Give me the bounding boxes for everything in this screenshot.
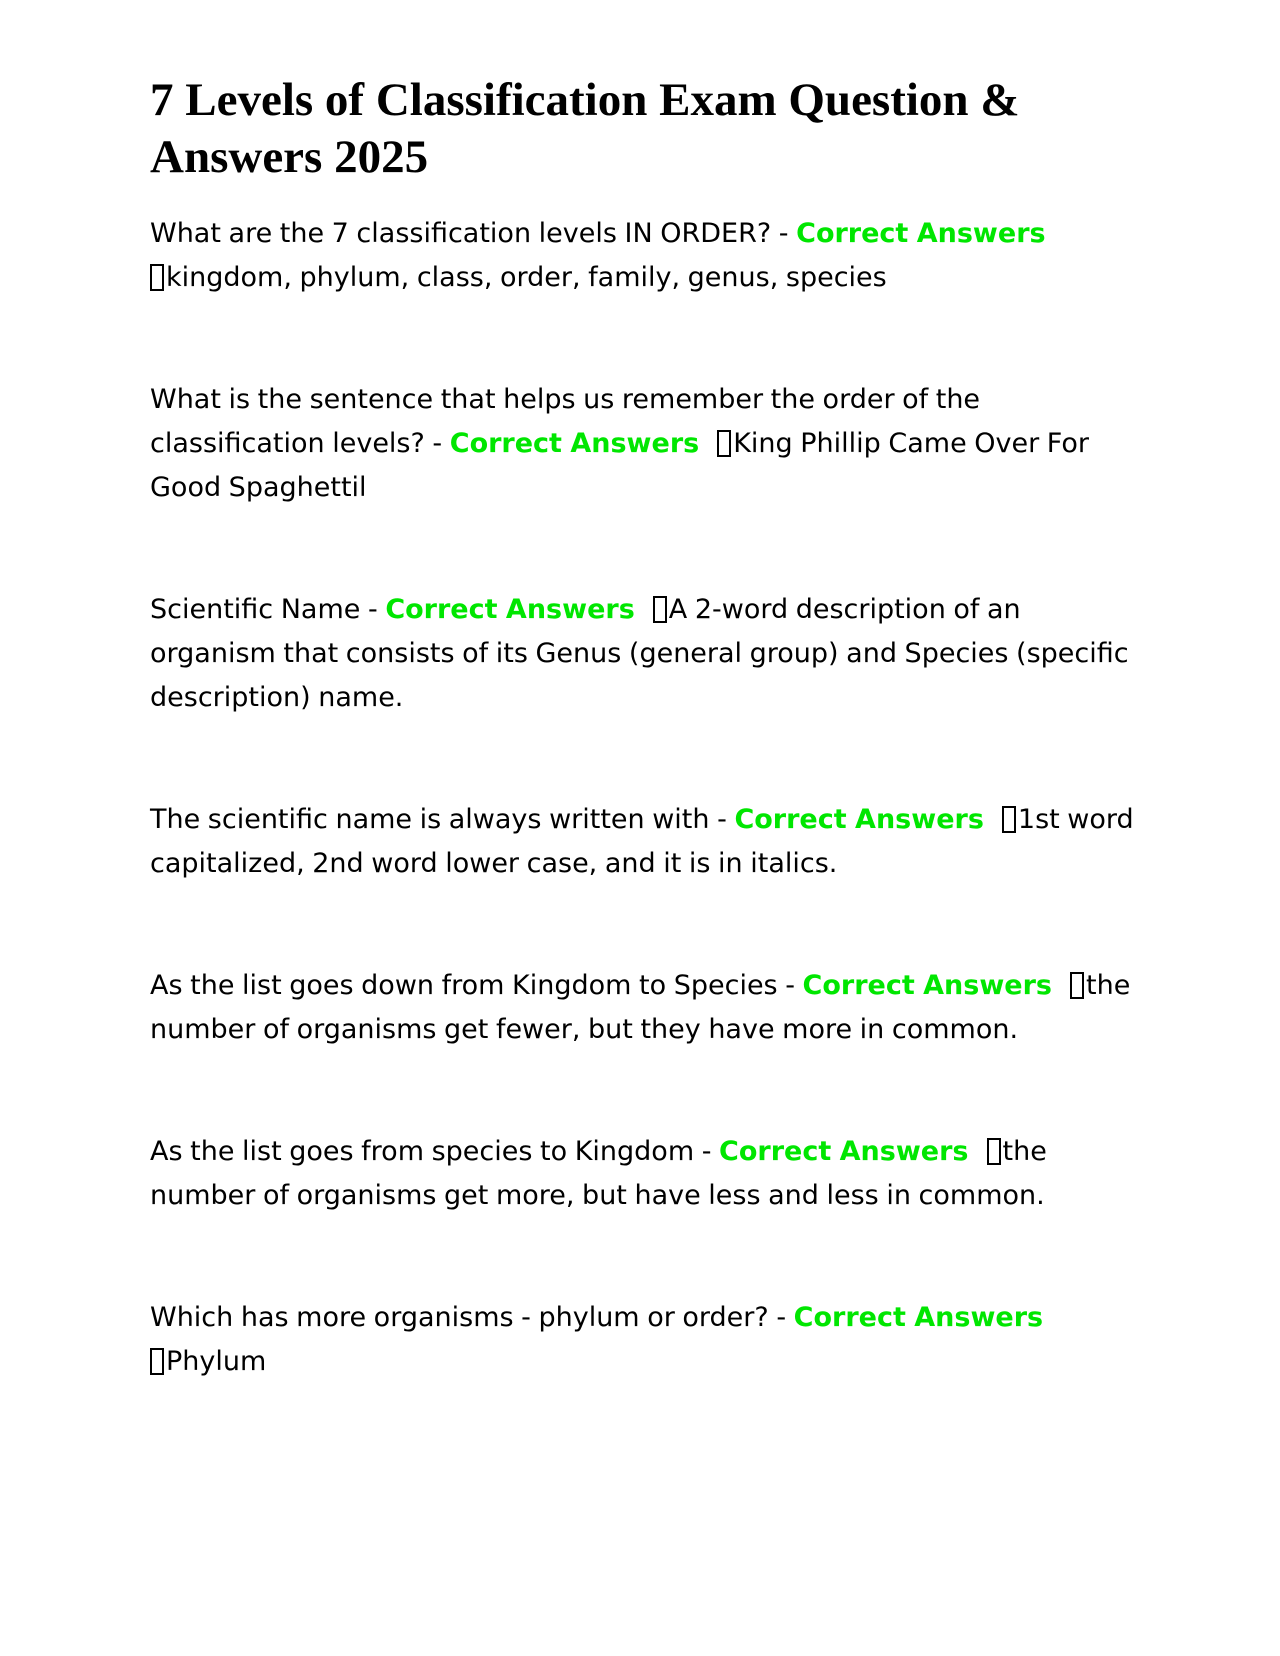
separator: -: [360, 594, 386, 625]
question-text: As the list goes from species to Kingdom: [150, 1136, 695, 1167]
correct-answers-label: Correct Answers: [793, 1302, 1044, 1333]
question-text: Scientific Name: [150, 594, 361, 625]
qa-item: [150, 1130, 1150, 1218]
document-page: [150, 72, 1150, 1384]
missing-glyph-icon: [1070, 972, 1084, 999]
separator: -: [777, 970, 803, 1001]
missing-glyph-icon: [150, 264, 164, 291]
correct-answers-label: Correct Answers: [802, 970, 1052, 1001]
qa-item: [150, 378, 1150, 510]
missing-glyph-icon: [717, 430, 731, 457]
separator: -: [771, 218, 797, 249]
answer-text: 1st word capitalized, 2nd word lower case, and it is in italics.: [150, 804, 1134, 879]
document-title: 7 Levels of Classification Exam Question & Answers 2025: [150, 74, 1020, 183]
qa-item: [150, 1296, 1150, 1384]
answer-text: kingdom, phylum, class, order, family, genus, species: [166, 262, 887, 293]
answer-text: the number of organisms get more, but have less and less in common.: [150, 1136, 1047, 1211]
answer-text: King Phillip Came Over For Good Spaghettil: [150, 428, 1089, 503]
question-text: The scientific name is always written with: [150, 804, 710, 835]
qa-item: [150, 798, 1150, 886]
qa-item: [150, 212, 1150, 300]
missing-glyph-icon: [1002, 806, 1016, 833]
correct-answers-label: Correct Answers: [796, 218, 1046, 249]
correct-answers-label: Correct Answers: [385, 594, 635, 625]
missing-glyph-icon: [653, 596, 667, 623]
correct-answers-label: Correct Answers: [734, 804, 984, 835]
separator: -: [709, 804, 735, 835]
correct-answers-label: Correct Answers: [449, 428, 700, 459]
question-text: As the list goes down from Kingdom to Species: [150, 970, 778, 1001]
question-text: What is the sentence that helps us remember the order of the classification levels?: [150, 384, 981, 459]
answer-text: A 2-word description of an organism that consists of its Genus (general group) and Species (specific description) name.: [150, 594, 1129, 713]
separator: -: [768, 1302, 794, 1333]
missing-glyph-icon: [987, 1138, 1001, 1165]
question-text: Which has more organisms - phylum or order?: [150, 1302, 769, 1333]
separator: -: [694, 1136, 720, 1167]
answer-text: Phylum: [166, 1346, 267, 1377]
question-text: What are the 7 classification levels IN ORDER?: [150, 218, 772, 249]
missing-glyph-icon: [150, 1348, 164, 1375]
correct-answers-label: Correct Answers: [719, 1136, 969, 1167]
separator: -: [424, 428, 450, 459]
qa-item: [150, 964, 1150, 1052]
answer-text: the number of organisms get fewer, but they have more in common.: [150, 970, 1131, 1045]
qa-item: [150, 588, 1150, 720]
